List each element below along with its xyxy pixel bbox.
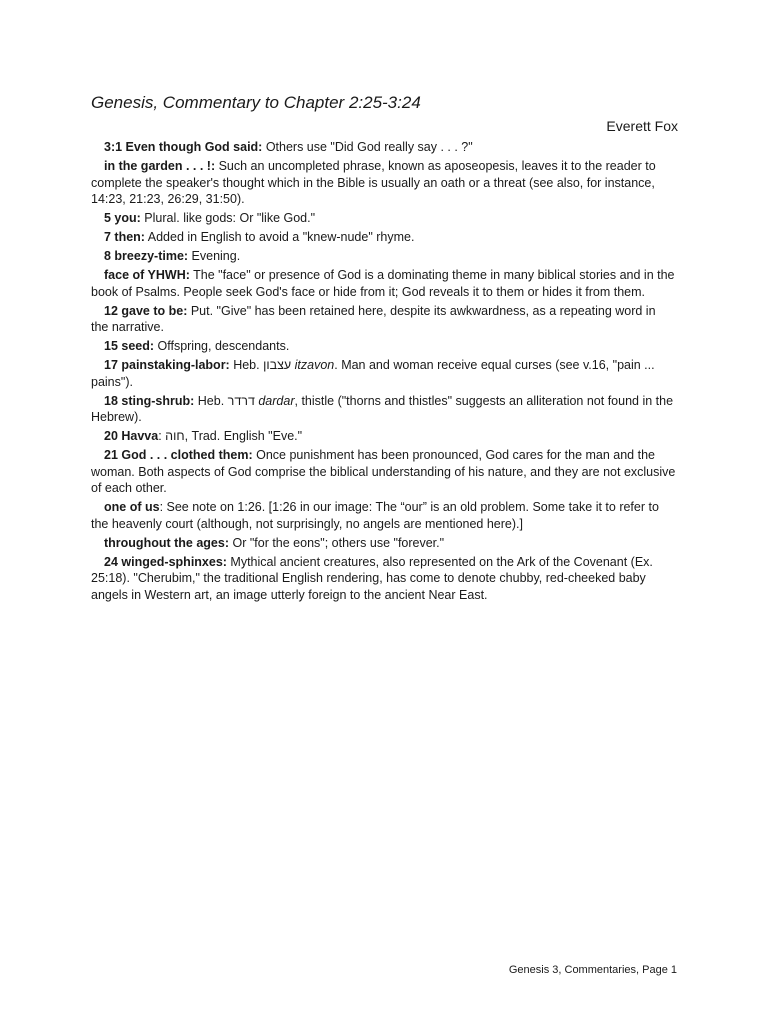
commentary-entry: [91, 393, 676, 426]
entry-term: 21 God . . . clothed them:: [104, 448, 253, 462]
commentary-entry: [91, 267, 676, 300]
entry-transliteration: dardar: [258, 393, 295, 408]
entry-transliteration: itzavon: [294, 358, 335, 372]
entry-text: : See note on 1:26. [1:26 in our image: The “our” is an old problem. Some take it to refer to the heavenly court (although, not surprisingly, no angels are mentioned here).]: [91, 500, 659, 531]
entry-term: 8 breezy-time:: [104, 249, 189, 263]
entry-text: The "face" or presence of God is a dominating theme in many biblical stories and in the book of Psalms. People seek God's face or hide from it; God reveals it to them or hides it from them.: [91, 268, 675, 299]
entry-text: , thistle ("thorns and thistles" suggests an alliteration not found in the Hebrew).: [91, 393, 674, 424]
commentary-entry: [91, 303, 676, 336]
commentary-entry: [91, 535, 676, 552]
page-footer: Genesis 3, Commentaries, Page 1: [508, 964, 677, 976]
commentary-entry: [91, 428, 676, 445]
commentary-entry: [91, 338, 676, 355]
entry-term: throughout the ages:: [104, 535, 229, 550]
entry-text: Evening.: [188, 249, 241, 263]
entry-term: 18 sting-shrub:: [104, 393, 195, 408]
entry-term: 3:1 Even though God said:: [104, 140, 263, 154]
commentary-entry: [91, 229, 676, 246]
commentary-entry: [91, 499, 676, 532]
commentary-entry: [91, 447, 676, 497]
commentary-list: [91, 139, 676, 606]
entry-term: 24 winged-sphinxes:: [104, 554, 227, 569]
entry-text: Added in English to avoid a "knew-nude" rhyme.: [144, 230, 415, 244]
entry-term: 17 painstaking-labor:: [104, 358, 230, 372]
entry-text: Once punishment has been pronounced, God cares for the man and the woman. Both aspects of God comprise the biblical understanding of his nature, and they are not exclusive of each other.: [91, 448, 676, 495]
entry-term: 7 then:: [104, 230, 145, 244]
entry-text: Plural. like gods: Or "like God.": [140, 211, 316, 225]
commentary-entry: [91, 554, 676, 604]
commentary-entry: [91, 357, 676, 390]
entry-text: Mythical ancient creatures, also represented on the Ark of the Covenant (Ex. 25:18). "Cherubim," the traditional English rendering, has come to denote chubby, red-cheeked baby angels in Western art, an image utterly foreign to the ancient Near East.: [91, 554, 653, 602]
commentary-entry: [91, 210, 676, 227]
commentary-entry: [91, 248, 676, 265]
entry-text: Put. "Give" has been retained here, despite its awkwardness, as a repeating word in the narrative.: [91, 303, 656, 334]
entry-text: Heb. עצבון: [229, 358, 295, 372]
entry-text: . Man and woman receive equal curses (see v.16, "pain ... pains").: [91, 358, 655, 389]
entry-term: in the garden . . . !:: [104, 159, 216, 173]
entry-term: 5 you:: [104, 211, 141, 225]
document-title: Genesis, Commentary to Chapter 2:25-3:24: [91, 93, 421, 112]
entry-term: 15 seed:: [104, 339, 155, 353]
commentary-entry: [91, 139, 676, 156]
commentary-entry: [91, 158, 676, 208]
document-author: Everett Fox: [606, 118, 678, 134]
entry-term: one of us: [104, 500, 160, 514]
entry-text: Heb. דרדר: [194, 393, 259, 408]
entry-text: Or "for the eons"; others use "forever.": [229, 535, 445, 550]
entry-text: Such an uncompleted phrase, known as aposeopesis, leaves it to the reader to complete the speaker's thought which in the Bible is usually an oath or a threat (see also, for instance, 14:23, 21:23, 26:29, 31:50).: [91, 159, 656, 206]
entry-term: face of YHWH:: [104, 268, 190, 282]
entry-text: Offspring, descendants.: [154, 339, 290, 353]
entry-text: Others use "Did God really say . . . ?": [262, 140, 473, 154]
entry-term: 20 Havva: [104, 429, 159, 443]
entry-term: 12 gave to be:: [104, 303, 188, 318]
entry-text: : חוה, Trad. English "Eve.": [158, 429, 303, 443]
